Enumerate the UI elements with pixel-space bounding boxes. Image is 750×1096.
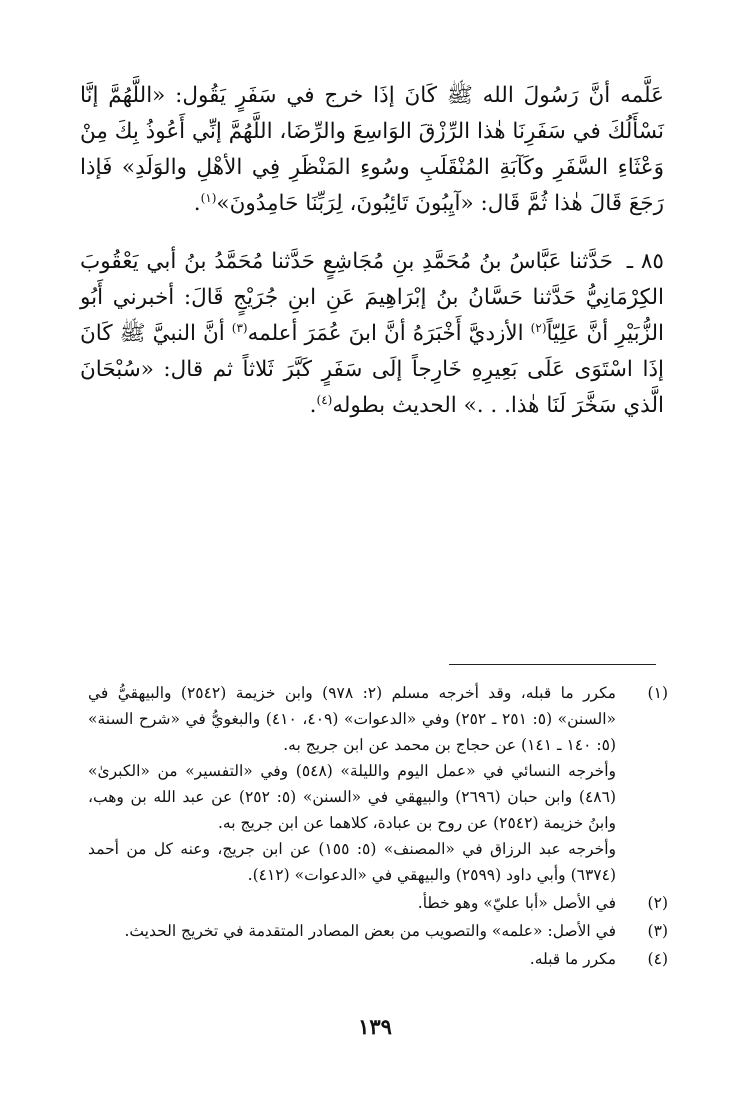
- footnote-1: [88, 680, 668, 888]
- footnote-line: مكرر ما قبله، وقد أخرجه مسلم (٢: ٩٧٨) وابن خزيمة (٢٥٤٢) والبيهقيُّ في «السنن» (٥: ٢٥١ ـ ٢٥٢) وفي «الدعوات» (٤٠٩، ٤١٠) والبغويُّ في «شرح السنة» (٥: ١٤٠ ـ ١٤١) عن حجاج بن محمد عن ابن جريج به.: [88, 684, 616, 754]
- footnote-number: (١): [647, 684, 668, 702]
- hadith-number: ٨٥ ـ: [626, 249, 664, 274]
- footnote-line: في الأصل: «علمه» والتصويب من بعض المصادر المتقدمة في تخريج الحديث.: [124, 922, 616, 940]
- footnote-marker[interactable]: (١): [200, 190, 217, 205]
- paragraph-text: الأزديَّ أَخْبَرَهُ أنَّ ابنَ عُمَرَ أعلمه: [247, 321, 524, 346]
- paragraph-hadith-84-end: [80, 78, 664, 222]
- footnote-4: [88, 946, 668, 972]
- paragraph-text: عَلَّمه أنَّ رَسُولَ الله ﷺ كَانَ إذَا خرج في سَفَرٍ يَقُول: «اللَّهُمَّ إنَّا نَسْأَلُكَ في سَفَرِنَا هٰذا الرِّزْقَ الوَاسِعَ والرِّضَا، اللَّهُمَّ إنِّي أَعُوذُ بِكَ مِنْ وَعْثَاءِ السَّفَرِ وكَآبَةِ المُنْقَلَبِ وسُوءِ المَنْظَرِ فِي الأهْلِ والوَلَدِ» فَإذا رَجَعَ قَالَ هٰذا ثُمَّ قَال: «آيِبُونَ تَائِبُونَ، لِرَبِّنَا حَامِدُونَ»: [80, 83, 664, 216]
- period: .: [193, 191, 201, 216]
- main-text: [80, 78, 664, 424]
- footnote-line: وأخرجه النسائي في «عمل اليوم والليلة» (٥٤٨) وفي «التفسير» من «الكبرىٰ» (٤٨٦) وابن حبان (٢٦٩٦) والبيهقي في «السنن» (٥: ٢٥٢) عن عبد الله بن وهب، وابنُ خزيمة (٢٥٤٢) عن روح بن عبادة، كلاهما عن ابن جريج به.: [88, 762, 616, 832]
- footnote-number: (٣): [647, 922, 668, 940]
- footnote-line: مكرر ما قبله.: [529, 950, 616, 968]
- footnote-number: (٢): [647, 894, 668, 912]
- footnote-marker[interactable]: (٢): [530, 320, 547, 335]
- footnote-marker[interactable]: (٣): [231, 320, 248, 335]
- footnote-divider: [449, 664, 656, 665]
- footnote-line: في الأصل «أبا عليّ» وهو خطأ.: [417, 894, 616, 912]
- page-number: ١٣٩: [358, 1014, 392, 1039]
- paragraph-text: حَدَّثنا عَبَّاسُ بنُ مُحَمَّدِ بنِ مُجَاشِعٍ حَدَّثنا مُحَمَّدُ بنُ أبي يَعْقُوبَ الكِرْمَانِيُّ حَدَّثنا حَسَّانُ بنُ إبْرَاهِيمَ عَنِ ابنِ جُرَيْجٍ قَالَ: أخبرني أَبُو الزُّبَيْرِ أنَّ عَلِيّاً: [80, 249, 664, 346]
- paragraph-text: أنَّ النبيَّ ﷺ كَانَ إذَا اسْتَوَى عَلَى بَعِيرِهِ خَارِجاً إلَى سَفَرٍ كَبَّرَ ثَلاثاً ثم قال: «سُبْحَانَ الَّذي سَخَّرَ لَنَا هٰذا. . .» الحديث بطوله: [80, 321, 664, 418]
- footnote-2: [88, 890, 668, 916]
- period: .: [309, 393, 317, 418]
- footnote-3: [88, 918, 668, 944]
- footnote-marker[interactable]: (٤): [316, 392, 333, 407]
- paragraph-hadith-85: [80, 244, 664, 424]
- footnote-line: وأخرجه عبد الرزاق في «المصنف» (٥: ١٥٥) عن ابن جريج، وعنه كل من أحمد (٦٣٧٤) وأبي داود (٢٥٩٩) والبيهقي في «الدعوات» (٤١٢).: [88, 840, 616, 884]
- footnotes: [88, 680, 668, 972]
- footnote-number: (٤): [647, 950, 668, 968]
